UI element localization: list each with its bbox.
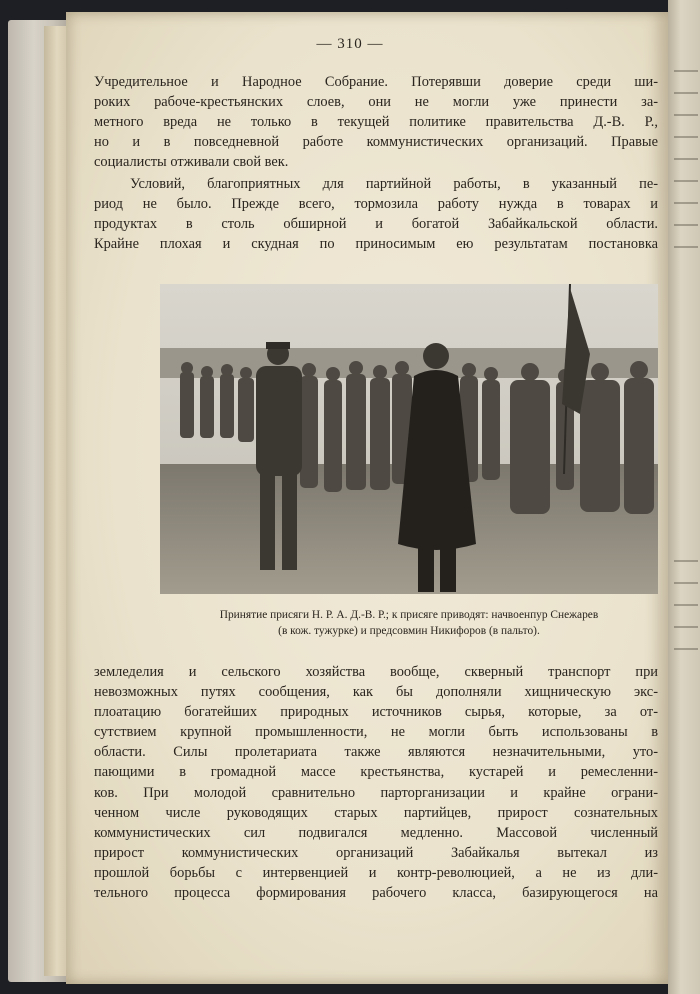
adjacent-page-edge [668, 0, 700, 994]
text-line: ков. При молодой сравнительно парторганизации и крайне ограни- [94, 784, 658, 801]
text-line: коммунистических сил подвигался медленно. Массовой численный [94, 824, 658, 841]
text-line: метного вреда не только в текущей политике правительства Д.-В. Р., [94, 114, 658, 131]
text-line: но и в повседневной работе коммунистических организаций. Правые [94, 134, 658, 151]
text-line: Условий, благоприятных для партийной работы, в указанный пе- [130, 176, 658, 192]
text-line: продуктах в столь обширной и богатой Забайкальской области. [94, 216, 658, 233]
text-line: ченном числе руководящих старых партийцев, прирост сознательных [94, 804, 658, 821]
photo-caption [158, 608, 660, 639]
text-line: тельного процесса формирования рабочего класса, базирующегося на [94, 885, 658, 902]
caption-line: Принятие присяги Н. Р. А. Д.-В. Р.; к присяге приводят: начвоенпур Снежарев [219, 609, 599, 621]
text-line: Крайне плохая и скудная по приносимым ею результатам постановка [94, 236, 658, 253]
text-line: сутствием крупной промышленности, не могли быть использованы в [94, 724, 658, 741]
text-line: риод не было. Прежде всего, тормозила работу нужда в товарах и [94, 196, 658, 213]
caption-line: (в кож. тужурке) и предсовмин Никифоров (в пальто). [278, 624, 540, 637]
text-line: прирост коммунистических организаций Забайкалья вытекал из [94, 844, 658, 861]
text-line: невозможных путях сообщения, как бы дополняли хищническую экс- [94, 684, 658, 701]
text-line: социалисты отживали свой век. [94, 154, 289, 171]
paragraph-3 [94, 662, 658, 903]
text-line: плоатацию богатейших природных источников сырья, которые, за от- [94, 704, 658, 721]
text-line: пающими в громадной массе крестьянства, кустарей и ремесленни- [94, 764, 658, 781]
text-line: прошлой борьбы с интервенцией и контр-революцией, а не из дли- [94, 864, 658, 881]
text-line: земледелия и сельского хозяйства вообще, скверный транспорт при [94, 664, 658, 680]
photograph-illustration [160, 284, 658, 594]
paragraph-2 [94, 174, 658, 254]
text-line: роких рабоче-крестьянских слоев, они не могли уже принести за- [94, 94, 658, 111]
text-line: Учредительное и Народное Собрание. Потерявши доверие среди ши- [94, 74, 658, 90]
paragraph-1 [94, 72, 658, 172]
text-line: области. Силы пролетариата также являются незначительными, уто- [94, 744, 658, 761]
page-number: — 310 — [316, 36, 384, 52]
photograph-oath-ceremony [160, 284, 658, 594]
